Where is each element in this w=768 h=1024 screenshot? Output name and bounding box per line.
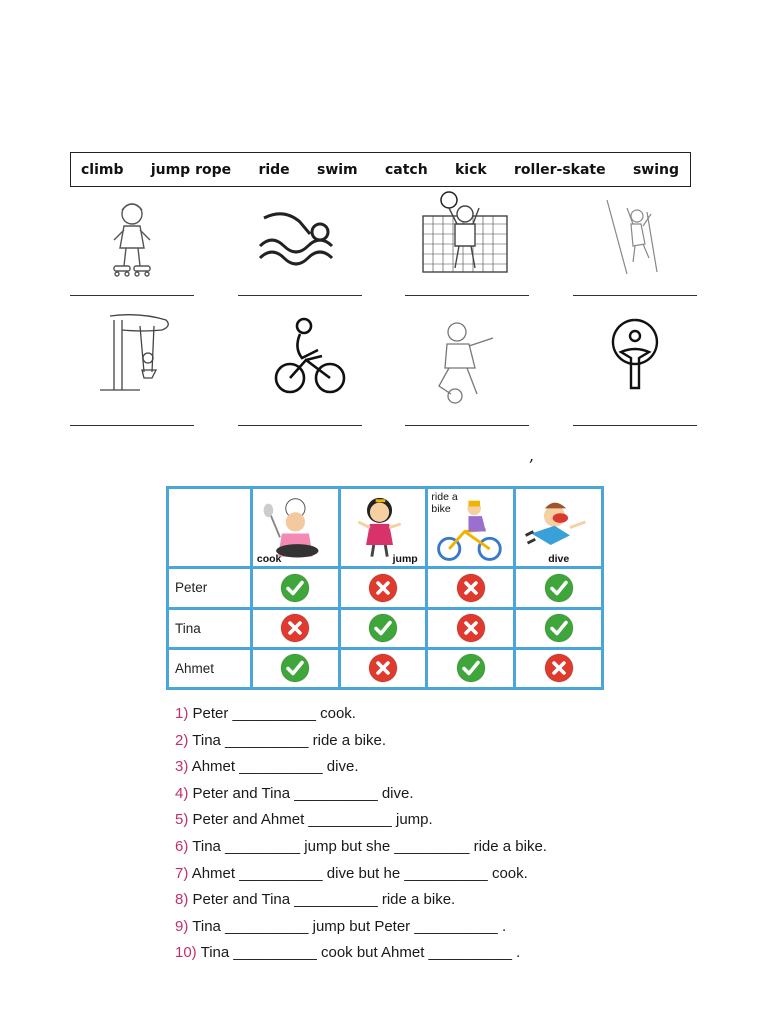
sentence-number: 8)	[175, 891, 189, 909]
mark-cell	[427, 568, 515, 608]
mark-cell	[515, 568, 603, 608]
row-name: Ahmet	[168, 648, 252, 688]
cross-icon	[280, 613, 310, 643]
cross-icon	[368, 573, 398, 603]
word-catch: catch	[384, 161, 428, 178]
sentence-item	[175, 943, 547, 970]
sentence-text: Peter __________ cook.	[192, 705, 356, 722]
word-box	[70, 152, 691, 187]
answer-line[interactable]	[238, 425, 362, 426]
answer-line[interactable]	[70, 425, 194, 426]
answer-line[interactable]	[405, 425, 529, 426]
sentence-number: 2)	[175, 731, 189, 749]
mark-cell	[251, 608, 339, 648]
word-kick: kick	[454, 161, 487, 178]
sentence-item	[175, 864, 547, 891]
goalkeeper-catching-picture	[405, 190, 529, 280]
mark-cell	[427, 648, 515, 688]
mark-cell	[515, 648, 603, 688]
sentence-number: 6)	[175, 837, 189, 855]
header-dive	[515, 488, 603, 568]
sentence-item	[175, 784, 547, 811]
table-row-tina	[168, 608, 603, 648]
word-swing: swing	[632, 161, 679, 178]
sentence-text: Peter and Tina __________ ride a bike.	[192, 891, 456, 909]
check-icon	[368, 613, 398, 643]
sentence-number: 10)	[175, 944, 197, 962]
table-row-ahmet	[168, 648, 603, 688]
check-icon	[280, 573, 310, 603]
sentence-number: 1)	[175, 705, 189, 722]
sentence-number: 3)	[175, 758, 189, 776]
row-name: Peter	[168, 568, 252, 608]
sentence-item	[175, 917, 547, 944]
sentence-number: 4)	[175, 784, 189, 802]
check-icon	[280, 653, 310, 683]
word-swim: swim	[316, 161, 358, 178]
answer-line[interactable]	[70, 295, 194, 296]
sentence-item	[175, 704, 547, 731]
mark-cell	[427, 608, 515, 648]
table-row-peter	[168, 568, 603, 608]
mark-cell	[251, 568, 339, 608]
word-jump-rope: jump rope	[150, 161, 232, 178]
sentence-text: Ahmet __________ dive but he __________ cook.	[191, 864, 528, 882]
answer-line[interactable]	[573, 425, 697, 426]
swinging-child-picture	[70, 312, 194, 392]
table-corner-cell	[168, 488, 252, 568]
sentence-number: 7)	[175, 864, 189, 882]
swimmer-picture	[238, 196, 362, 280]
row-name: Tina	[168, 608, 252, 648]
answer-line[interactable]	[238, 295, 362, 296]
header-label-cook: cook	[256, 553, 282, 565]
word-climb: climb	[81, 161, 124, 178]
answer-line[interactable]	[405, 295, 529, 296]
sentence-list	[175, 704, 547, 970]
mark-cell	[251, 648, 339, 688]
check-icon	[456, 653, 486, 683]
sentence-item	[175, 890, 547, 917]
header-jump	[339, 488, 427, 568]
mark-cell	[339, 648, 427, 688]
cross-icon	[456, 573, 486, 603]
sentence-text: Tina __________ cook but Ahmet __________ .	[200, 944, 521, 962]
ability-table	[166, 486, 604, 690]
sentence-text: Tina _________ jump but she _________ ride a bike.	[192, 837, 547, 855]
check-icon	[544, 613, 574, 643]
mark-cell	[339, 568, 427, 608]
stray-comma: ,	[529, 446, 535, 465]
cross-icon	[368, 653, 398, 683]
header-ride-a-bike	[427, 488, 515, 568]
sentence-item	[175, 810, 547, 837]
header-label-dive: dive	[548, 553, 570, 565]
cross-icon	[544, 653, 574, 683]
answer-line[interactable]	[573, 295, 697, 296]
mark-cell	[339, 608, 427, 648]
sentence-item	[175, 757, 547, 784]
word-ride: ride	[258, 161, 290, 178]
header-label-jump: jump	[392, 553, 418, 565]
sentence-text: Peter and Ahmet __________ jump.	[192, 811, 433, 829]
sentence-number: 5)	[175, 811, 189, 829]
header-label-ride-a-bike: ride a bike	[431, 491, 458, 515]
check-icon	[544, 573, 574, 603]
header-cook	[251, 488, 339, 568]
roller-skating-girl-picture	[70, 196, 194, 280]
word-roller-skate: roller-skate	[514, 161, 606, 178]
sentence-number: 9)	[175, 917, 189, 935]
cross-icon	[456, 613, 486, 643]
jump-rope-picture	[573, 316, 697, 396]
sentence-text: Peter and Tina __________ dive.	[192, 784, 414, 802]
sentence-text: Tina __________ ride a bike.	[192, 731, 387, 749]
climber-picture	[573, 194, 697, 278]
sentence-text: Tina __________ jump but Peter __________ .	[192, 917, 507, 935]
sentence-item	[175, 731, 547, 758]
sentence-text: Ahmet __________ dive.	[191, 758, 359, 776]
sentence-item	[175, 837, 547, 864]
football-kick-picture	[405, 318, 529, 408]
mark-cell	[515, 608, 603, 648]
cyclist-picture	[238, 312, 362, 396]
